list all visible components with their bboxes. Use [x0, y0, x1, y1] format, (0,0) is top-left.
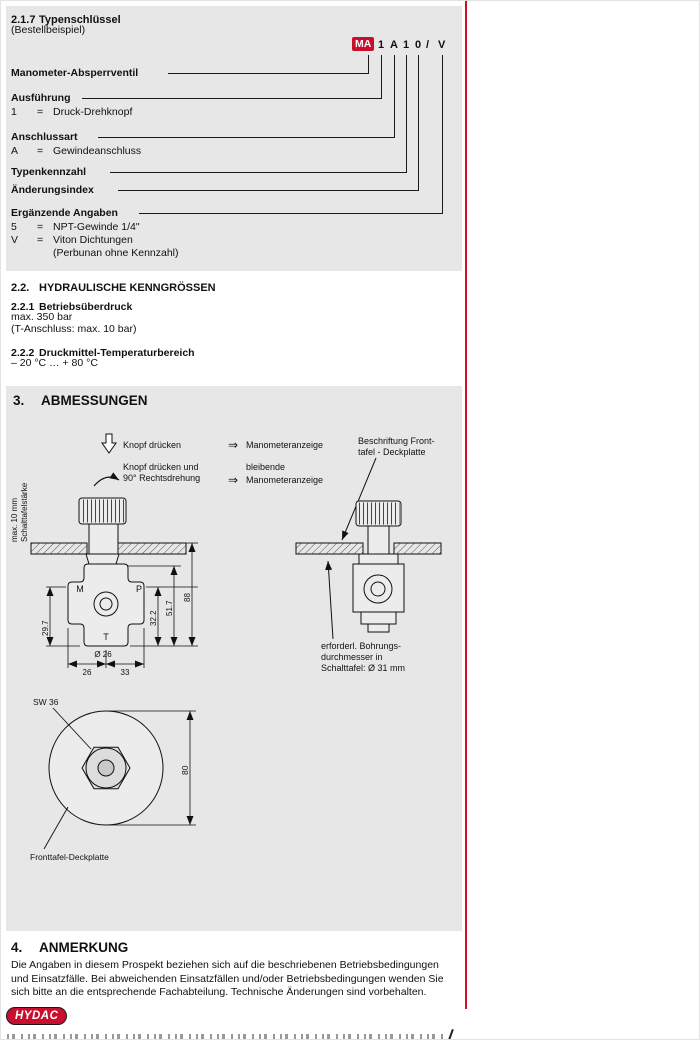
- fronttafel-leader: [44, 807, 68, 849]
- max-pressure-value: max. 350 bar: [11, 311, 73, 323]
- detail-erg2: [11, 234, 133, 246]
- connector-line: [406, 55, 407, 172]
- panel-thickness-line2: Schalttafelstärke: [20, 482, 29, 542]
- code-value: A: [11, 145, 19, 157]
- knopf-druecken-label: Knopf drücken: [123, 440, 182, 450]
- connector-line: [418, 55, 419, 190]
- code-value: V: [11, 234, 19, 246]
- typekey-section: [6, 6, 462, 271]
- connector-line: [82, 98, 382, 99]
- section-title: Betriebsüberdruck: [39, 301, 133, 313]
- body-block: [353, 564, 404, 612]
- panel-thickness-line1: max. 10 mm: [10, 497, 19, 542]
- knob-knurl: [81, 500, 125, 523]
- detail-anschlussart: [11, 145, 141, 157]
- code-char-3: 1: [403, 39, 410, 51]
- code-meaning: Gewindeanschluss: [53, 145, 142, 157]
- port-t-label: T: [103, 632, 109, 642]
- abmessungen-heading: [13, 392, 148, 410]
- connector-line: [168, 73, 369, 74]
- panel-section-right: [394, 543, 441, 554]
- connector-line: [368, 55, 369, 73]
- section-title: ABMESSUNGEN: [41, 393, 148, 408]
- detail-ausfuehrung: [11, 106, 132, 118]
- bohrung-leader: [328, 561, 333, 639]
- valve-side-view: [296, 501, 441, 632]
- connector-line: [381, 55, 382, 98]
- section-number: 2.1.7: [11, 14, 36, 26]
- label-ausfuehrung: Ausführung: [11, 92, 71, 104]
- equals-sign: =: [37, 234, 44, 246]
- press-down-arrow-icon: [102, 434, 116, 453]
- bleibende-label: bleibende: [246, 462, 286, 472]
- code-char-5: V: [438, 39, 446, 51]
- panel-section-right: [118, 543, 186, 554]
- section-number: 4.: [11, 940, 23, 955]
- label-anschlussart: Anschlussart: [11, 131, 78, 143]
- code-meaning: NPT-Gewinde 1/4": [53, 221, 140, 233]
- detail-erg1: [11, 221, 140, 233]
- panel-section-left: [31, 543, 87, 554]
- code-char-2: A: [390, 39, 398, 51]
- section-title: HYDRAULISCHE KENNGRÖSSEN: [39, 282, 216, 294]
- knopf-druecken2-line1: Knopf drücken und: [123, 462, 199, 472]
- code-char-4: 0: [415, 39, 422, 51]
- port-p-label: P: [135, 584, 143, 594]
- section-title: Druckmittel-Temperaturbereich: [39, 347, 195, 359]
- dim-80: 80: [180, 765, 190, 775]
- code-char-1: 1: [378, 39, 385, 51]
- connector-line: [442, 55, 443, 213]
- body-bottom: [368, 624, 389, 632]
- hydac-logo: HYDAC: [6, 1007, 67, 1025]
- panel-section-left: [296, 543, 363, 554]
- sw36-label: SW 36: [33, 697, 59, 707]
- kenngroessen-heading: [11, 278, 216, 296]
- bohrung-line3: Schalttafel: Ø 31 mm: [321, 663, 406, 673]
- connector-line: [394, 55, 395, 137]
- anmerkung-text: Die Angaben in diesem Prospekt beziehen sich auf die beschriebenen Betriebsbedingungen und Einsatzfälle. Bei abweichenden Einsatzfällen und/oder Betriebsbedingungen wenden Sie sich bitte an die entsprechende Fachabteilung. Technische Änderungen sind vorbehalten.: [11, 959, 444, 998]
- knob-knurl: [358, 503, 400, 525]
- equals-sign: =: [37, 145, 44, 157]
- red-margin-rule: [465, 1, 467, 1009]
- connector-line: [139, 213, 443, 214]
- section-number: 2.2.: [11, 282, 30, 294]
- knob-stem: [368, 526, 389, 556]
- valve-front-view: [31, 498, 186, 646]
- dimension-drawing: [6, 428, 462, 928]
- label-manometer: Manometer-Absperrventil: [11, 67, 139, 79]
- clipped-text-fragment: [7, 1034, 447, 1039]
- knopf-druecken2-line2: 90° Rechtsdrehung: [123, 473, 201, 483]
- label-ergaenzende: Ergänzende Angaben: [11, 207, 118, 219]
- beschriftung-line1: Beschriftung Front-: [358, 436, 435, 446]
- body-step: [361, 612, 396, 624]
- clipped-glyph-fragment: [448, 1029, 454, 1040]
- bohrung-line2: durchmesser in: [321, 652, 383, 662]
- label-typenkennzahl: Typenkennzahl: [11, 166, 87, 178]
- code-value: 1: [11, 106, 17, 118]
- dim-32-2: 32.2: [149, 610, 158, 626]
- dim-33: 33: [120, 668, 130, 677]
- label-aenderungsindex: Änderungsindex: [11, 184, 94, 196]
- manometeranzeige2-label: Manometeranzeige: [246, 475, 324, 485]
- abmessungen-section: [6, 386, 462, 931]
- typekey-subtitle: (Bestellbeispiel): [11, 24, 86, 36]
- rotate-arrow-icon: [94, 477, 119, 486]
- mounting-nut: [86, 554, 119, 564]
- section-number: 2.2.2: [11, 347, 35, 359]
- section-number: 2.2.1: [11, 301, 35, 313]
- beschriftung-line2: tafel - Deckplatte: [358, 447, 426, 457]
- section-title: ANMERKUNG: [39, 940, 129, 955]
- code-meaning: Druck-Drehknopf: [53, 106, 133, 118]
- dim-29-7: 29.7: [41, 620, 50, 636]
- code-ma-badge: MA: [352, 37, 374, 51]
- dim-88: 88: [183, 593, 192, 602]
- dim-26: 26: [82, 668, 92, 677]
- temperature-range-value: – 20 °C … + 80 °C: [11, 357, 98, 369]
- bohrung-line1: erforderl. Bohrungs-: [321, 641, 402, 651]
- body-collar: [359, 554, 398, 564]
- cover-plate-view: [44, 708, 196, 849]
- dim-51-7: 51.7: [165, 600, 174, 616]
- knob-stem: [89, 524, 118, 554]
- equals-sign: =: [37, 106, 44, 118]
- connector-line: [98, 137, 395, 138]
- manometeranzeige-label: Manometeranzeige: [246, 440, 324, 450]
- section-number: 3.: [13, 393, 25, 408]
- fronttafel-label: Fronttafel-Deckplatte: [30, 852, 109, 862]
- code-value: 5: [11, 221, 17, 233]
- detail-erg3-note: (Perbunan ohne Kennzahl): [53, 247, 179, 259]
- code-slash: /: [426, 39, 430, 51]
- equals-sign: =: [37, 221, 44, 233]
- anmerkung-heading: [11, 939, 128, 957]
- connector-line: [110, 172, 407, 173]
- code-meaning: Viton Dichtungen: [53, 234, 133, 246]
- shaft-circle: [98, 760, 114, 776]
- t-port-pressure-value: (T-Anschluss: max. 10 bar): [11, 323, 137, 335]
- section-title: Typenschlüssel: [39, 14, 121, 26]
- dim-dia-26: Ø 26: [94, 650, 112, 659]
- port-m-label: M: [76, 584, 84, 594]
- connector-line: [118, 190, 419, 191]
- double-arrow-icon: ⇒: [228, 473, 239, 487]
- double-arrow-icon: ⇒: [228, 438, 239, 452]
